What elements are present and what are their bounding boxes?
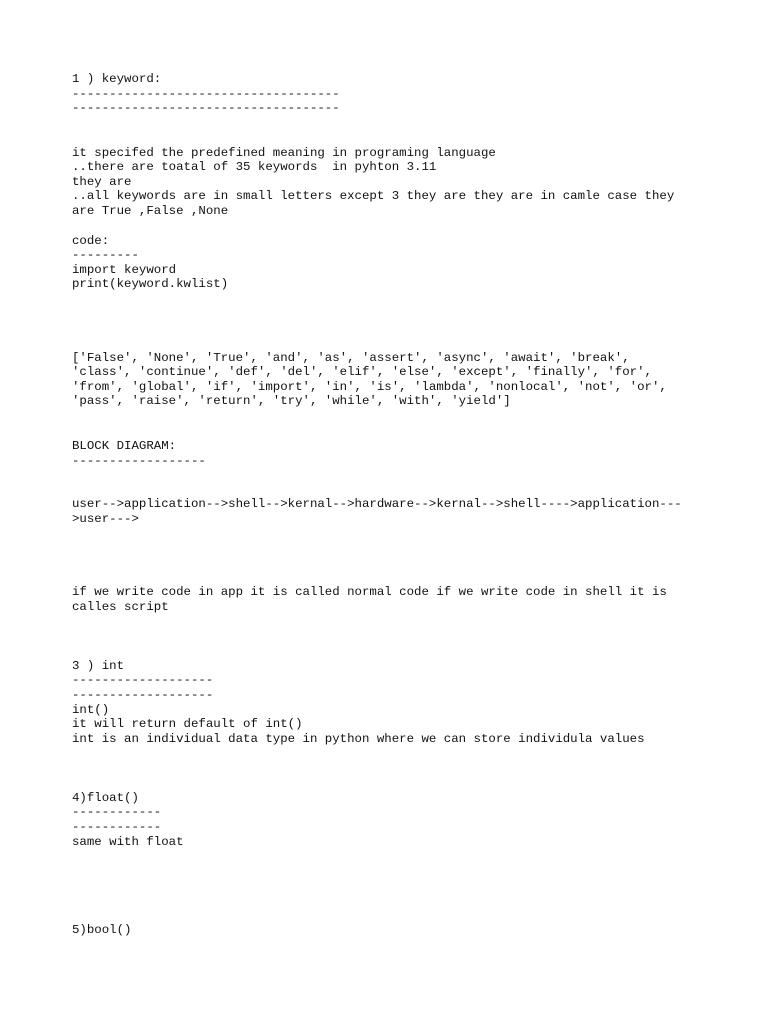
code-line: import keyword <box>72 263 177 277</box>
text-line: it will return default of int() <box>72 717 303 731</box>
text-line: ..there are toatal of 35 keywords in pyhton 3.11 <box>72 160 437 174</box>
text-line: calles script <box>72 600 169 614</box>
text-line: same with float <box>72 835 184 849</box>
output-line: 'pass', 'raise', 'return', 'try', 'while', 'with', 'yield'] <box>72 394 511 408</box>
text-line: if we write code in app it is called normal code if we write code in shell it is <box>72 585 667 599</box>
heading-code: code: <box>72 234 110 248</box>
output-line: 'class', 'continue', 'def', 'del', 'elif', 'else', 'except', 'finally', 'for', <box>72 365 652 379</box>
output-line: 'from', 'global', 'if', 'import', 'in', 'is', 'lambda', 'nonlocal', 'not', 'or', <box>72 380 667 394</box>
heading-bool: 5)bool() <box>72 923 132 937</box>
text-line: they are <box>72 175 132 189</box>
dash-underline: ------------------- <box>72 673 214 687</box>
output-line: ['False', 'None', 'True', 'and', 'as', 'assert', 'async', 'await', 'break', <box>72 351 630 365</box>
code-line: print(keyword.kwlist) <box>72 277 229 291</box>
dash-underline: --------- <box>72 248 139 262</box>
text-line: ..all keywords are in small letters except 3 they are they are in camle case they <box>72 189 675 203</box>
diagram-flow-line: user-->application-->shell-->kernal-->hardware-->kernal-->shell---->application--- <box>72 497 682 511</box>
diagram-flow-line: >user---> <box>72 512 139 526</box>
text-line: are True ,False ,None <box>72 204 229 218</box>
dash-underline: ------------------------------------ <box>72 101 340 115</box>
dash-underline: ------------ <box>72 820 162 834</box>
code-line: int() <box>72 703 110 717</box>
text-line: int is an individual data type in python where we can store individula values <box>72 732 645 746</box>
heading-int: 3 ) int <box>72 659 125 673</box>
heading-keyword: 1 ) keyword: <box>72 72 162 86</box>
text-line: it specifed the predefined meaning in programing language <box>72 146 496 160</box>
dash-underline: ------------------------------------ <box>72 87 340 101</box>
heading-block-diagram: BLOCK DIAGRAM: <box>72 439 177 453</box>
dash-underline: ------------------- <box>72 688 214 702</box>
dash-underline: ------------------ <box>72 454 206 468</box>
heading-float: 4)float() <box>72 791 139 805</box>
dash-underline: ------------ <box>72 805 162 819</box>
